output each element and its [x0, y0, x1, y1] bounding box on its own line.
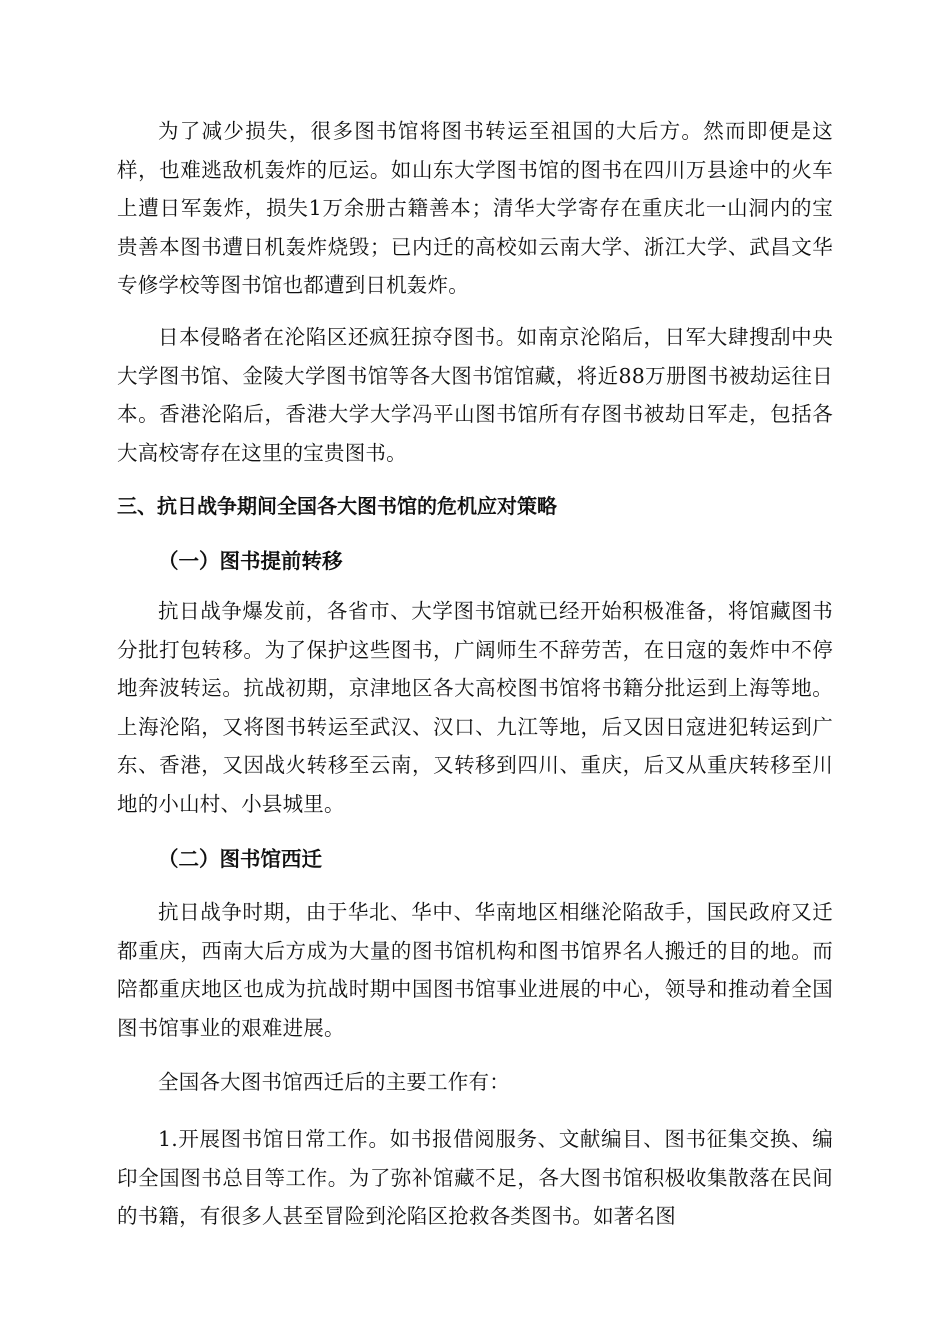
paragraph-looting: 日本侵略者在沦陷区还疯狂掠夺图书。如南京沦陷后，日军大肆搜刮中央大学图书馆、金陵大学图书馆等各大图书馆馆藏，将近88万册图书被劫运往日本。香港沦陷后，香港大学大学冯平山图书馆所有存图书被劫日军走，包括各大高校寄存在这里的宝贵图书。	[117, 325, 833, 465]
paragraph-westward-move: 抗日战争时期，由于华北、华中、华南地区相继沦陷敌手，国民政府又迁都重庆，西南大后方成为大量的图书馆机构和图书馆界名人搬迁的目的地。而陪都重庆地区也成为抗战时期中国图书馆事业进展的中心，领导和推动着全国图书馆事业的艰难进展。	[117, 900, 833, 1040]
subheading-book-transfer: （一）图书提前转移	[158, 549, 343, 573]
paragraph-work-item-1: 1.开展图书馆日常工作。如书报借阅服务、文献编目、图书征集交换、编印全国图书总目等工作。为了弥补馆藏不足，各大图书馆积极收集散落在民间的书籍，有很多人甚至冒险到沦陷区抢救各类图书。如著名图	[117, 1127, 833, 1228]
paragraph-book-transfer: 抗日战争爆发前，各省市、大学图书馆就已经开始积极准备，将馆藏图书分批打包转移。为了保护这些图书，广阔师生不辞劳苦，在日寇的轰炸中不停地奔波转运。抗战初期，京津地区各大高校图书馆将书籍分批运到上海等地。上海沦陷，又将图书转运至武汉、汉口、九江等地，后又因日寇进犯转运到广东、香港，又因战火转移至云南，又转移到四川、重庆，后又从重庆转移至川地的小山村、小县城里。	[117, 599, 833, 816]
subheading-westward-move: （二）图书馆西迁	[158, 847, 322, 871]
paragraph-bombing-losses: 为了减少损失，很多图书馆将图书转运至祖国的大后方。然而即便是这样，也难逃敌机轰炸的厄运。如山东大学图书馆的图书在四川万县途中的火车上遭日军轰炸，损失1万余册古籍善本；清华大学寄存在重庆北一山洞内的宝贵善本图书遭日机轰炸烧毁；已内迁的高校如云南大学、浙江大学、武昌文华专修学校等图书馆也都遭到日机轰炸。	[117, 119, 833, 297]
section-heading-3: 三、抗日战争期间全国各大图书馆的危机应对策略	[117, 494, 557, 518]
paragraph-main-work-intro: 全国各大图书馆西迁后的主要工作有：	[158, 1070, 510, 1094]
